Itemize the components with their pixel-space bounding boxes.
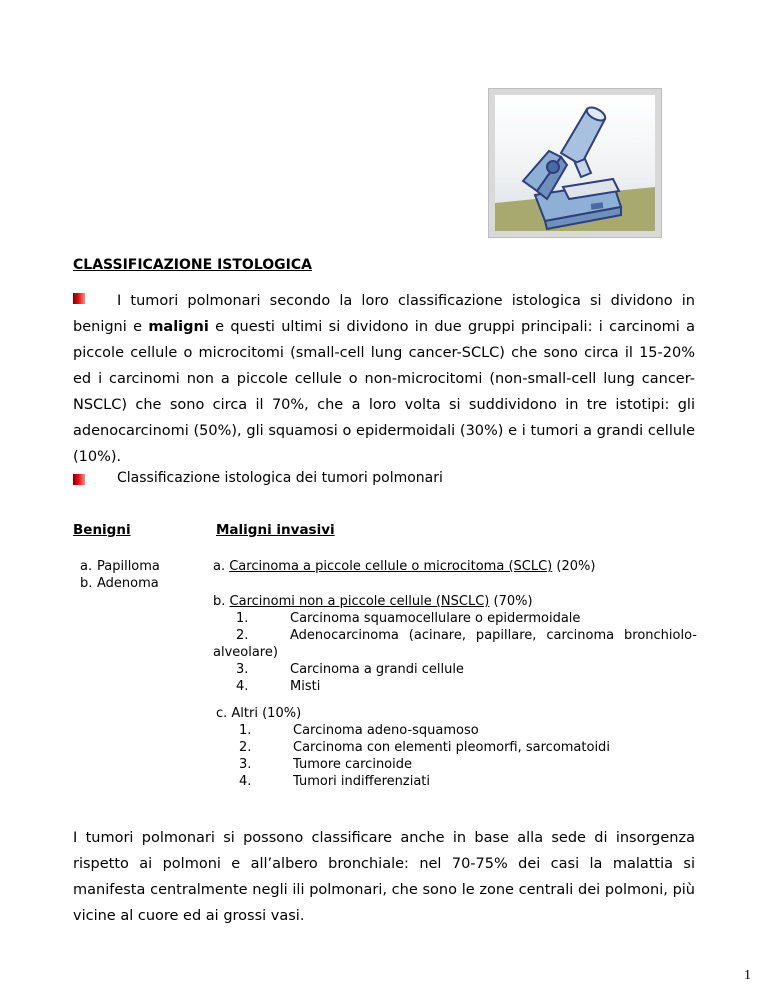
microscope-icon	[495, 95, 655, 231]
maligni-group-c: c. Altri (10%) 1. Carcinoma adeno-squamoso 2. Carcinoma con elementi pleomorfi, sarcomatoidi 3. Tumore carcinoide 4. Tumori indifferenziati	[216, 706, 610, 789]
list-item: 4. Misti	[236, 679, 321, 694]
intro-text-start: I tumori polmonari secondo la loro classificazione istologica si dividono in benigni e	[73, 293, 695, 335]
list-item: a. Papilloma	[80, 559, 160, 574]
closing-paragraph: I tumori polmonari si possono classificare anche in base alla sede di insorgenza rispetto ai polmoni e all’albero bronchiale: nel 70-75% dei casi la malattia si manifesta centralmente negli ili polmonari, che sono le zone centrali dei polmoni, più vicine al cuore ed ai grossi vasi.	[73, 830, 695, 924]
list-item: 4. Tumori indifferenziati	[239, 774, 430, 789]
red-square-bullet-icon	[73, 474, 85, 485]
subheading: Classificazione istologica dei tumori polmonari	[117, 470, 443, 486]
list-item-continuation: alveolare)	[213, 645, 278, 660]
list-item: 3. Tumore carcinoide	[239, 757, 412, 772]
benigni-list	[80, 558, 160, 592]
intro-paragraph	[73, 288, 695, 470]
list-item: 1. Carcinoma squamocellulare o epidermoidale	[236, 611, 581, 626]
benigni-heading: Benigni	[73, 522, 131, 538]
intro-bold-word: maligni	[148, 319, 209, 335]
maligni-group-a: a. Carcinoma a piccole cellule o microcitoma (SCLC) (20%)	[213, 559, 596, 574]
list-item: 3. Carcinoma a grandi cellule	[236, 662, 464, 677]
intro-text-end: e questi ultimi si dividono in due gruppi principali: i carcinomi a piccole cellule o microcitomi (small-cell lung cancer-SCLC) che sono circa il 15-20% ed i carcinomi non a piccole cellule o non-microcitomi (non-small-cell lung cancer-NSCLC) che sono circa il 70%, che a loro volta si suddividono in tre istotipi: gli adenocarcinomi (50%), gli squamosi o epidermoidali (30%) e i tumori a grandi cellule (10%).	[73, 319, 696, 465]
list-item: 2. Adenocarcinoma (acinare, papillare, carcinoma bronchiolo-	[236, 628, 697, 643]
list-item: 2. Carcinoma con elementi pleomorfi, sarcomatoidi	[239, 740, 610, 755]
page-number: 1	[744, 968, 751, 983]
section-title: CLASSIFICAZIONE ISTOLOGICA	[73, 257, 312, 273]
list-item: b. Adenoma	[80, 576, 159, 591]
maligni-heading: Maligni invasivi	[216, 522, 335, 538]
microscope-figure	[488, 88, 662, 238]
list-item: 1. Carcinoma adeno-squamoso	[239, 723, 479, 738]
maligni-group-b: b. Carcinomi non a piccole cellule (NSCLC) (70%) 1. Carcinoma squamocellulare o epidermoidale 2. Adenocarcinoma (acinare, papillare, carcinoma bronchiolo- alveolare) 3. Carcinoma a grandi cellule 4. Misti	[213, 594, 697, 694]
